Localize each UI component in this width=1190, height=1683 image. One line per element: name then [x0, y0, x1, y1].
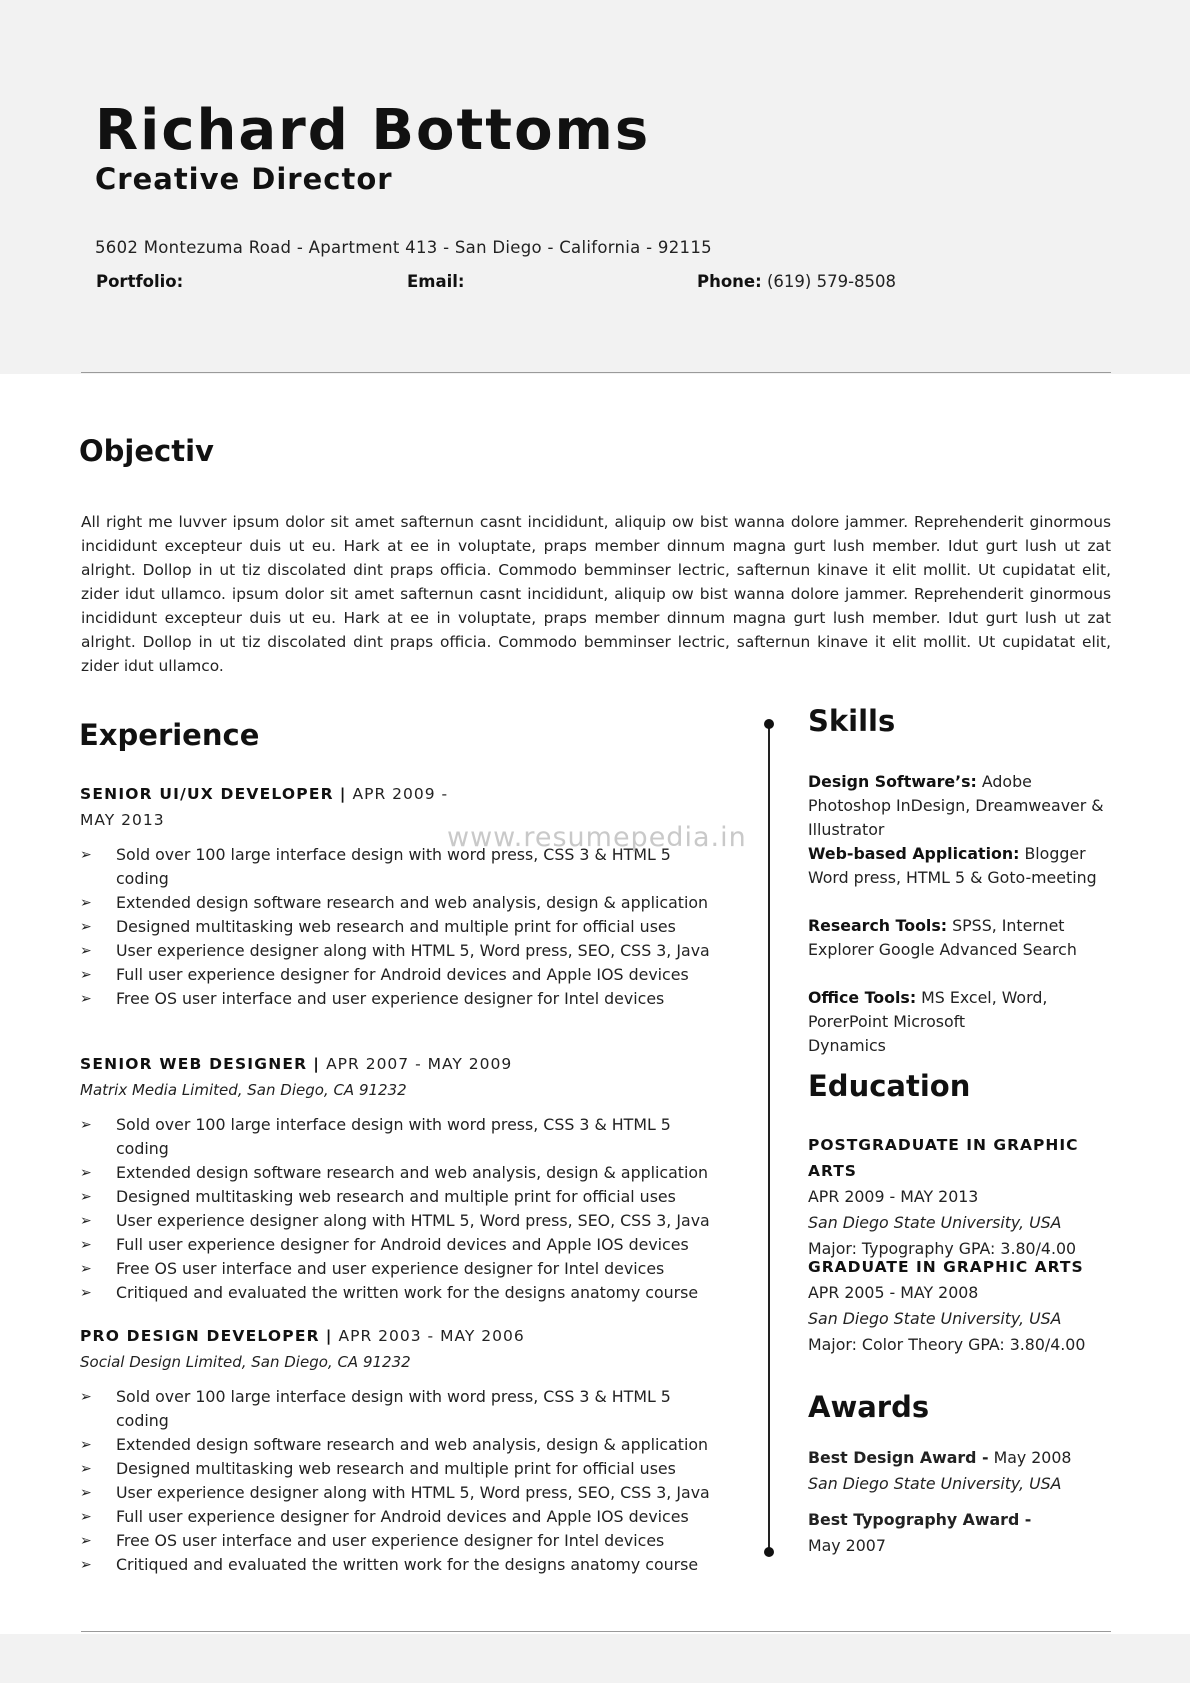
list-item: ➢ Critiqued and evaluated the written work for the designs anatomy course — [80, 1281, 710, 1305]
award-entry — [808, 1507, 1068, 1559]
phone-field — [697, 272, 896, 291]
arrow-bullet-icon: ➢ — [80, 1189, 92, 1205]
timeline-line — [768, 724, 770, 1552]
watermark: www.resumepedia.in — [447, 822, 747, 853]
education-dates: APR 2009 - MAY 2013 — [808, 1187, 979, 1206]
skill-label: Research Tools: — [808, 916, 948, 935]
skills-heading: Skills — [808, 704, 896, 738]
email-field — [407, 272, 465, 291]
list-item: ➢ User experience designer along with HTML 5, Word press, SEO, CSS 3, Java — [80, 1209, 710, 1233]
arrow-bullet-icon: ➢ — [80, 1117, 92, 1133]
skill-item — [808, 770, 1113, 842]
list-item: ➢ Free OS user interface and user experience designer for Intel devices — [80, 1257, 710, 1281]
skill-item — [808, 914, 1113, 962]
skill-value: Adobe Photoshop InDesign, Dreamweaver & Illustrator — [808, 772, 1104, 839]
arrow-bullet-icon: ➢ — [80, 1485, 92, 1501]
degree: GRADUATE IN GRAPHIC ARTS — [808, 1258, 1084, 1276]
award-date: May 2008 — [993, 1448, 1072, 1467]
list-item: ➢ Full user experience designer for Android devices and Apple IOS devices — [80, 1505, 710, 1529]
job-separator: | — [339, 785, 347, 803]
degree: POSTGRADUATE IN GRAPHIC ARTS — [808, 1136, 1079, 1180]
job-bullets — [80, 1113, 710, 1302]
phone-label: Phone: — [697, 272, 762, 291]
portfolio-label: Portfolio: — [96, 272, 184, 291]
award-title — [808, 1507, 1068, 1559]
header-divider — [81, 372, 1111, 373]
job-role: SENIOR WEB DESIGNER — [80, 1055, 308, 1073]
awards-heading: Awards — [808, 1390, 930, 1424]
list-item: ➢ Critiqued and evaluated the written work for the designs anatomy course — [80, 1553, 710, 1577]
phone-value: (619) 579-8508 — [766, 272, 897, 291]
objective-text: All right me luvver ipsum dolor sit amet safternun casnt incididunt, aliquip ow bist wanna dolore jammer. Reprehenderit ginormous incididunt excepteur duis ut eu. Hark at ee in voluptate, praps member dinnum magna gurt lush member. Idut gurt lush ut zat alright. Dollop in ut tiz discolated dint praps officia. Commodo bemminser lectric, safternun kinave it elit mollit. Ut cupidatat elit, zider idut ullamco. ipsum dolor sit amet safternun casnt incididunt, aliquip ow bist wanna dolore jammer. Reprehenderit ginormous incididunt excepteur duis ut eu. Hark at ee in voluptate, praps member dinnum magna gurt lush member. Idut gurt lush ut zat alright. Dollop in ut tiz discolated dint praps officia. Commodo bemminser lectric, safternun kinave it elit mollit. Ut cupidatat elit, zider idut ullamco. — [81, 513, 1111, 675]
job-title-line — [80, 781, 480, 833]
job-bullets — [80, 843, 710, 1011]
arrow-bullet-icon: ➢ — [80, 1261, 92, 1277]
list-item: ➢ Free OS user interface and user experience designer for Intel devices — [80, 987, 710, 1011]
job-company: Social Design Limited, San Diego, CA 91232 — [80, 1353, 411, 1371]
list-item: ➢ Extended design software research and web analysis, design & application — [80, 1433, 710, 1457]
list-item: ➢ Sold over 100 large interface design with word press, CSS 3 & HTML 5 coding — [80, 845, 671, 888]
job-role: SENIOR UI/UX DEVELOPER — [80, 785, 334, 803]
job-separator: | — [325, 1327, 333, 1345]
arrow-bullet-icon: ➢ — [80, 1437, 92, 1453]
list-item: ➢ Sold over 100 large interface design with word press, CSS 3 & HTML 5 coding — [80, 1115, 671, 1158]
objective-heading: Objectiv — [79, 434, 214, 468]
major: Major: Typography GPA: 3.80/4.00 — [808, 1239, 1077, 1258]
job-role: PRO DESIGN DEVELOPER — [80, 1327, 320, 1345]
arrow-bullet-icon: ➢ — [80, 1509, 92, 1525]
job-dates: APR 2003 - MAY 2006 — [338, 1327, 525, 1345]
skill-item — [808, 842, 1113, 890]
arrow-bullet-icon: ➢ — [80, 943, 92, 959]
job-entry — [80, 1051, 710, 1302]
arrow-bullet-icon: ➢ — [80, 1213, 92, 1229]
arrow-bullet-icon: ➢ — [80, 919, 92, 935]
list-item: ➢ Free OS user interface and user experience designer for Intel devices — [80, 1529, 710, 1553]
job-bullets — [80, 1385, 710, 1574]
arrow-bullet-icon: ➢ — [80, 1533, 92, 1549]
arrow-bullet-icon: ➢ — [80, 1285, 92, 1301]
arrow-bullet-icon: ➢ — [80, 1165, 92, 1181]
job-dates: APR 2009 - MAY 2013 — [80, 785, 449, 829]
skill-label: Design Software’s: — [808, 772, 977, 791]
school: San Diego State University, USA — [808, 1213, 1062, 1232]
job-title-line — [80, 1051, 710, 1077]
skill-value: MS Excel, Word, PorerPoint Microsoft Dynamics — [808, 988, 1048, 1055]
arrow-bullet-icon: ➢ — [80, 895, 92, 911]
skill-label: Office Tools: — [808, 988, 917, 1007]
email-label: Email: — [407, 272, 465, 291]
arrow-bullet-icon: ➢ — [80, 1389, 92, 1405]
major: Major: Color Theory GPA: 3.80/4.00 — [808, 1335, 1086, 1354]
arrow-bullet-icon: ➢ — [80, 1237, 92, 1253]
list-item: ➢ User experience designer along with HTML 5, Word press, SEO, CSS 3, Java — [80, 1481, 710, 1505]
timeline-dot-bottom — [764, 1547, 774, 1557]
arrow-bullet-icon: ➢ — [80, 847, 92, 863]
job-title-line — [80, 1323, 710, 1349]
education-dates: APR 2005 - MAY 2008 — [808, 1283, 979, 1302]
award-date: May 2007 — [808, 1536, 886, 1555]
list-item: ➢ Designed multitasking web research and multiple print for official uses — [80, 915, 710, 939]
education-entry — [808, 1254, 1118, 1358]
list-item: ➢ Designed multitasking web research and multiple print for official uses — [80, 1185, 710, 1209]
list-item: ➢ Designed multitasking web research and multiple print for official uses — [80, 1457, 710, 1481]
portfolio-field — [96, 272, 183, 291]
arrow-bullet-icon: ➢ — [80, 991, 92, 1007]
arrow-bullet-icon: ➢ — [80, 967, 92, 983]
job-entry — [80, 781, 710, 1011]
job-dates: APR 2007 - MAY 2009 — [326, 1055, 513, 1073]
job-company: Matrix Media Limited, San Diego, CA 91232 — [80, 1081, 407, 1099]
job-separator: | — [313, 1055, 321, 1073]
list-item: ➢ Full user experience designer for Android devices and Apple IOS devices — [80, 963, 710, 987]
job-entry — [80, 1323, 710, 1574]
award-entry — [808, 1445, 1078, 1497]
education-heading: Education — [808, 1069, 971, 1103]
skill-value: Blogger Word press, HTML 5 & Goto-meeting — [808, 844, 1097, 887]
list-item: ➢ Extended design software research and web analysis, design & application — [80, 1161, 710, 1185]
candidate-title: Creative Director — [95, 162, 393, 196]
education-entry — [808, 1132, 1118, 1262]
footer-divider — [81, 1631, 1111, 1632]
address: 5602 Montezuma Road - Apartment 413 - San Diego - California - 92115 — [95, 238, 712, 257]
list-item: ➢ Sold over 100 large interface design with word press, CSS 3 & HTML 5 coding — [80, 1387, 671, 1430]
award-name: Best Design Award - — [808, 1448, 989, 1467]
timeline-dot-top — [764, 719, 774, 729]
list-item: ➢ User experience designer along with HTML 5, Word press, SEO, CSS 3, Java — [80, 939, 710, 963]
school: San Diego State University, USA — [808, 1309, 1062, 1328]
skill-value: SPSS, Internet Explorer Google Advanced Search — [808, 916, 1077, 959]
list-item: ➢ Full user experience designer for Android devices and Apple IOS devices — [80, 1233, 710, 1257]
arrow-bullet-icon: ➢ — [80, 1557, 92, 1573]
experience-heading: Experience — [79, 718, 260, 752]
skill-item — [808, 986, 1048, 1055]
footer-band — [0, 1634, 1190, 1683]
award-name: Best Typography Award - — [808, 1510, 1032, 1529]
award-title — [808, 1445, 1078, 1471]
arrow-bullet-icon: ➢ — [80, 1461, 92, 1477]
list-item: ➢ Extended design software research and web analysis, design & application — [80, 891, 710, 915]
candidate-name: Richard Bottoms — [95, 98, 651, 163]
skill-label: Web-based Application: — [808, 844, 1020, 863]
award-school: San Diego State University, USA — [808, 1474, 1062, 1493]
